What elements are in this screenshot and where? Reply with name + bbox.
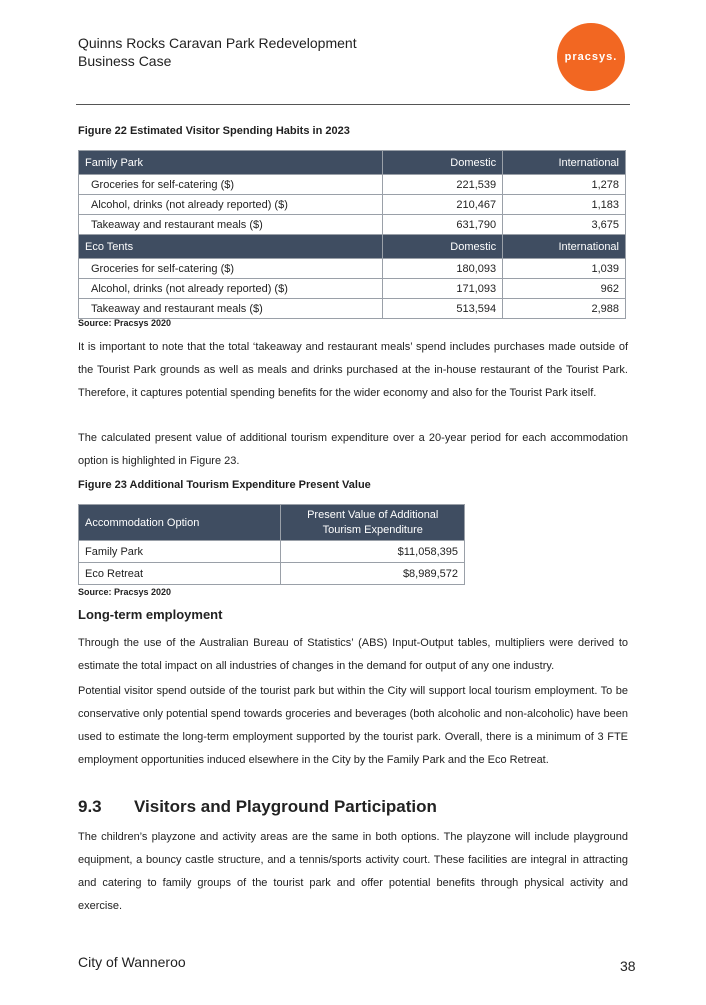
international-value: 962	[503, 279, 626, 299]
present-value: $8,989,572	[281, 563, 465, 585]
column-header-international: International	[503, 151, 626, 175]
table-row	[79, 279, 626, 299]
domestic-value: 221,539	[383, 175, 503, 195]
international-value: 1,039	[503, 259, 626, 279]
section-label: Family Park	[79, 151, 383, 175]
paragraph-tourism-employment: Potential visitor spend outside of the tourist park but within the City will support local tourism employment. To be conservative only potential spend towards groceries and beverages (both alcoholic and non-alcoholic) have been used to estimate the long-term employment supported by the tourist park. Overall, there is a minimum of 3 FTE employment opportunities induced elsewhere in the City by the Family Park and the Eco Retreat.	[78, 685, 628, 766]
section-title: Visitors and Playground Participation	[134, 797, 437, 816]
section-heading	[78, 797, 437, 817]
section-number: 9.3	[78, 797, 102, 816]
header-title-line2: Business Case	[78, 53, 172, 69]
option-name: Eco Retreat	[79, 563, 281, 585]
row-label: Groceries for self-catering ($)	[79, 259, 383, 279]
paragraph-takeaway-spend: It is important to note that the total ‘takeaway and restaurant meals’ spend includes purchases made outside of the Tourist Park grounds as well as meals and drinks purchased at the in-house restaurant of the Tourist Park. Therefore, it captures potential spending benefits for the wider economy and also for the Tourist Park itself.	[78, 341, 628, 399]
table-row	[79, 299, 626, 319]
logo-text: pracsys.	[564, 51, 618, 63]
table-section-header	[79, 151, 626, 175]
domestic-value: 513,594	[383, 299, 503, 319]
header-title-line1: Quinns Rocks Caravan Park Redevelopment	[78, 35, 357, 51]
footer-organisation: City of Wanneroo	[78, 954, 186, 970]
table-header-row	[79, 505, 465, 541]
column-header-domestic: Domestic	[383, 235, 503, 259]
figure23-title: Figure 23 Additional Tourism Expenditure Present Value	[78, 479, 371, 491]
table-row	[79, 215, 626, 235]
table-section-header	[79, 235, 626, 259]
document-header	[78, 34, 357, 70]
column-header-option: Accommodation Option	[79, 505, 281, 541]
paragraph-present-value: The calculated present value of additional tourism expenditure over a 20-year period for each accommodation option is highlighted in Figure 23.	[78, 432, 628, 467]
column-header-international: International	[503, 235, 626, 259]
row-label: Takeaway and restaurant meals ($)	[79, 215, 383, 235]
figure22-source: Source: Pracsys 2020	[78, 318, 172, 328]
option-name: Family Park	[79, 541, 281, 563]
international-value: 1,183	[503, 195, 626, 215]
subheading-long-term-employment: Long-term employment	[78, 607, 223, 622]
paragraph-abs-multipliers: Through the use of the Australian Bureau of Statistics’ (ABS) Input-Output tables, multipliers were derived to estimate the total impact on all industries of changes in the demand for output of any one industry.	[78, 637, 628, 672]
row-label: Groceries for self-catering ($)	[79, 175, 383, 195]
column-header-present-value: Present Value of Additional Tourism Expenditure	[281, 505, 465, 541]
table-row	[79, 563, 465, 585]
table-row	[79, 541, 465, 563]
page-number: 38	[620, 958, 636, 974]
international-value: 2,988	[503, 299, 626, 319]
present-value-table	[78, 504, 465, 585]
row-label: Alcohol, drinks (not already reported) ($)	[79, 195, 383, 215]
domestic-value: 171,093	[383, 279, 503, 299]
row-label: Takeaway and restaurant meals ($)	[79, 299, 383, 319]
figure23-source: Source: Pracsys 2020	[78, 587, 172, 597]
figure22-title: Figure 22 Estimated Visitor Spending Habits in 2023	[78, 125, 350, 137]
domestic-value: 180,093	[383, 259, 503, 279]
international-value: 1,278	[503, 175, 626, 195]
row-label: Alcohol, drinks (not already reported) ($)	[79, 279, 383, 299]
paragraph-playzone: The children’s playzone and activity areas are the same in both options. The playzone will include playground equipment, a bouncy castle structure, and a tennis/sports activity court. These facilities are integral in attracting and catering to family groups of the tourist park and offer potential benefits through physical activity and exercise.	[78, 831, 628, 912]
visitor-spending-table	[78, 150, 626, 319]
domestic-value: 210,467	[383, 195, 503, 215]
table-row	[79, 259, 626, 279]
table-row	[79, 195, 626, 215]
pracsys-logo	[557, 23, 625, 91]
column-header-domestic: Domestic	[383, 151, 503, 175]
section-label: Eco Tents	[79, 235, 383, 259]
international-value: 3,675	[503, 215, 626, 235]
present-value: $11,058,395	[281, 541, 465, 563]
table-row	[79, 175, 626, 195]
header-divider	[76, 104, 630, 105]
domestic-value: 631,790	[383, 215, 503, 235]
